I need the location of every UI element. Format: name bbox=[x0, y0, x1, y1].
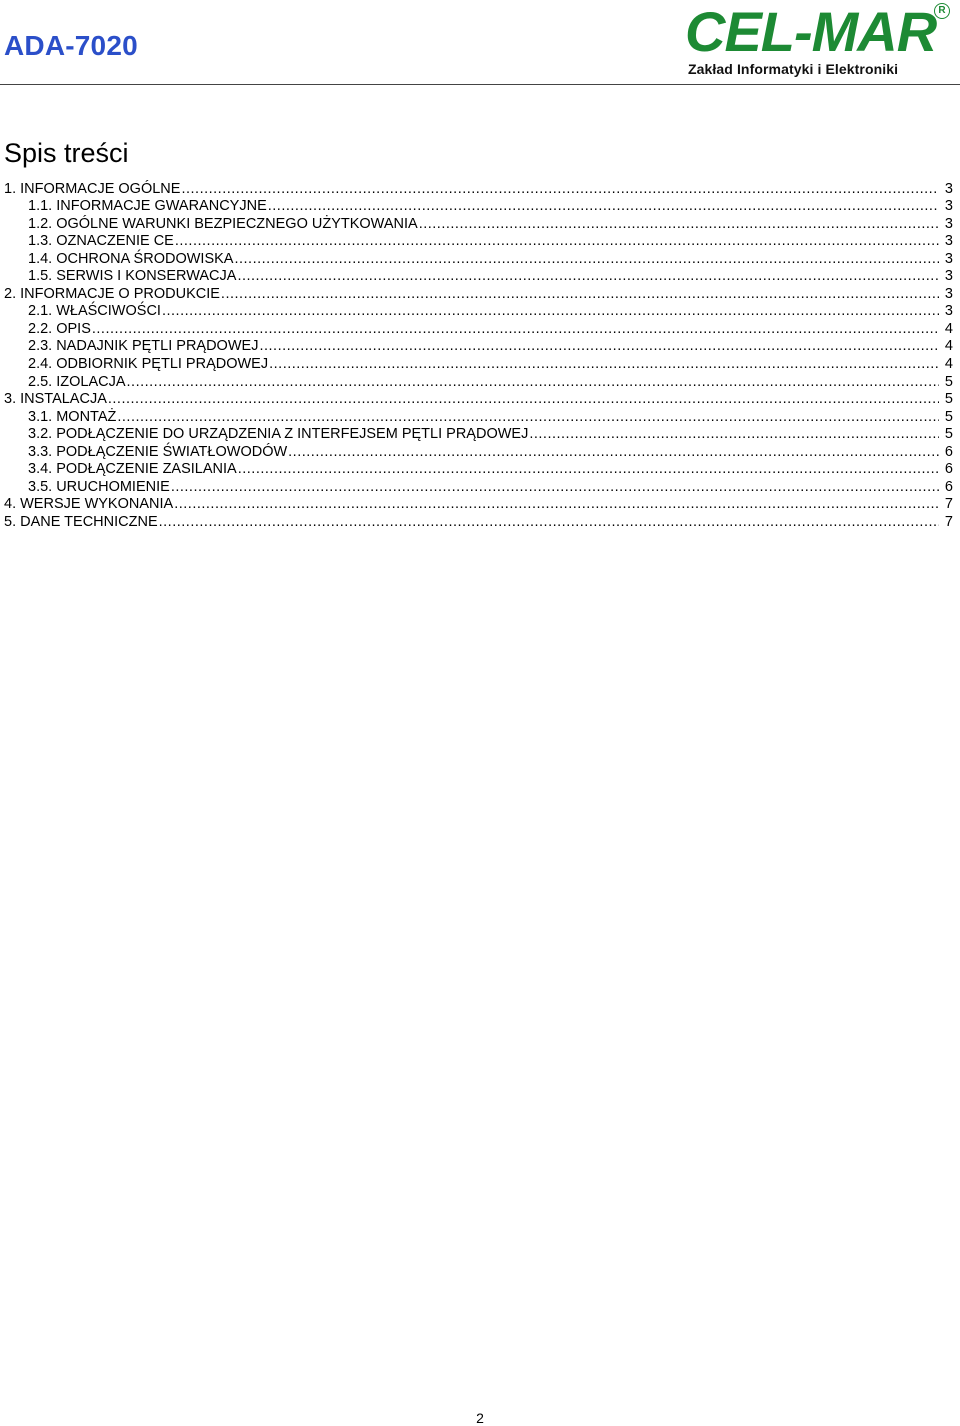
toc-dot-leader bbox=[127, 374, 939, 391]
toc-entry-page: 3 bbox=[944, 215, 953, 232]
toc-entry[interactable] bbox=[0, 250, 960, 268]
toc-entry[interactable] bbox=[0, 478, 960, 496]
toc-entry-page: 5 bbox=[944, 408, 953, 425]
toc-entry[interactable] bbox=[0, 391, 960, 409]
toc-entry-page: 3 bbox=[944, 250, 953, 267]
toc-dot-leader bbox=[175, 233, 939, 250]
logo-subtitle: Zakład Informatyki i Elektroniki bbox=[688, 61, 899, 77]
toc-dot-leader bbox=[238, 461, 939, 478]
toc-entry-page: 3 bbox=[944, 198, 953, 215]
toc-entry-page: 4 bbox=[944, 356, 953, 373]
toc-entry[interactable] bbox=[0, 513, 960, 531]
toc-entry-label: 1. INFORMACJE OGÓLNE bbox=[4, 180, 181, 197]
toc-entry[interactable] bbox=[0, 320, 960, 338]
toc-entry-label: 2.3. NADAJNIK PĘTLI PRĄDOWEJ bbox=[28, 338, 259, 355]
toc-entry-label: 3.1. MONTAŻ bbox=[28, 408, 117, 425]
toc-entry-page: 4 bbox=[944, 320, 953, 337]
toc-entry-label: 1.2. OGÓLNE WARUNKI BEZPIECZNEGO UŻYTKOWANIA bbox=[28, 215, 418, 232]
toc-entry-page: 3 bbox=[944, 303, 953, 320]
toc-entry-page: 6 bbox=[944, 461, 953, 478]
toc-entry[interactable] bbox=[0, 408, 960, 426]
toc-entry[interactable] bbox=[0, 215, 960, 233]
toc-entry-page: 3 bbox=[944, 268, 953, 285]
toc-entry[interactable] bbox=[0, 198, 960, 216]
toc-dot-leader bbox=[171, 479, 939, 496]
toc-dot-leader bbox=[288, 444, 939, 461]
toc-entry[interactable] bbox=[0, 233, 960, 251]
toc-entry-label: 2. INFORMACJE O PRODUKCIE bbox=[4, 285, 220, 302]
toc-entry-page: 5 bbox=[944, 426, 953, 443]
toc-entry[interactable] bbox=[0, 355, 960, 373]
toc-dot-leader bbox=[259, 338, 939, 355]
toc-dot-leader bbox=[269, 356, 939, 373]
registered-mark-icon: R bbox=[934, 3, 950, 19]
toc-entry-page: 5 bbox=[944, 373, 953, 390]
toc-entry-page: 6 bbox=[944, 478, 953, 495]
toc-dot-leader bbox=[92, 321, 939, 338]
toc-entry[interactable] bbox=[0, 338, 960, 356]
toc-entry-label: 3.5. URUCHOMIENIE bbox=[28, 478, 170, 495]
logo-wordmark: CEL-MAR bbox=[685, 0, 937, 63]
toc-dot-leader bbox=[234, 251, 939, 268]
toc-entry-label: 4. WERSJE WYKONANIA bbox=[4, 496, 174, 513]
company-logo bbox=[683, 2, 953, 80]
toc-entry[interactable] bbox=[0, 180, 960, 198]
toc-entry-page: 3 bbox=[944, 233, 953, 250]
toc-dot-leader bbox=[268, 198, 939, 215]
toc-entry-page: 3 bbox=[944, 285, 953, 302]
toc-entry-label: 5. DANE TECHNICZNE bbox=[4, 513, 158, 530]
toc-dot-leader bbox=[529, 426, 939, 443]
toc-entry-page: 3 bbox=[944, 180, 953, 197]
toc-dot-leader bbox=[237, 268, 939, 285]
toc-heading: Spis treści bbox=[4, 138, 129, 168]
document-title: ADA-7020 bbox=[4, 30, 138, 61]
toc-dot-leader bbox=[159, 514, 939, 531]
toc-entry-page: 7 bbox=[944, 496, 953, 513]
toc-entry[interactable] bbox=[0, 268, 960, 286]
toc-entry-label: 2.1. WŁAŚCIWOŚCI bbox=[28, 303, 161, 320]
toc-entry-label: 2.2. OPIS bbox=[28, 320, 91, 337]
toc-dot-leader bbox=[108, 391, 939, 408]
toc-entry-page: 7 bbox=[944, 513, 953, 530]
toc-entry[interactable] bbox=[0, 443, 960, 461]
toc-entry-label: 1.4. OCHRONA ŚRODOWISKA bbox=[28, 250, 234, 267]
toc-entry-label: 2.5. IZOLACJA bbox=[28, 373, 126, 390]
toc-entry-label: 1.3. OZNACZENIE CE bbox=[28, 233, 174, 250]
toc-entry-page: 5 bbox=[944, 391, 953, 408]
toc-entry-label: 1.5. SERWIS I KONSERWACJA bbox=[28, 268, 237, 285]
toc-entry-label: 2.4. ODBIORNIK PĘTLI PRĄDOWEJ bbox=[28, 356, 269, 373]
toc-dot-leader bbox=[221, 286, 939, 303]
header-divider bbox=[0, 84, 960, 85]
toc-entry-label: 3. INSTALACJA bbox=[4, 391, 107, 408]
toc-entry[interactable] bbox=[0, 303, 960, 321]
toc-entry[interactable] bbox=[0, 496, 960, 514]
toc-entry[interactable] bbox=[0, 426, 960, 444]
toc-entry[interactable] bbox=[0, 285, 960, 303]
page-number: 2 bbox=[476, 1410, 484, 1426]
toc-dot-leader bbox=[117, 409, 939, 426]
toc-dot-leader bbox=[181, 181, 939, 198]
toc-entry-label: 3.2. PODŁĄCZENIE DO URZĄDZENIA Z INTERFEJSEM PĘTLI PRĄDOWEJ bbox=[28, 426, 529, 443]
table-of-contents bbox=[0, 180, 960, 531]
toc-entry-page: 6 bbox=[944, 443, 953, 460]
page-header bbox=[0, 0, 960, 86]
toc-dot-leader bbox=[162, 303, 939, 320]
toc-entry-label: 1.1. INFORMACJE GWARANCYJNE bbox=[28, 198, 267, 215]
toc-entry[interactable] bbox=[0, 461, 960, 479]
toc-dot-leader bbox=[174, 496, 939, 513]
toc-dot-leader bbox=[419, 216, 939, 233]
toc-entry-label: 3.3. PODŁĄCZENIE ŚWIATŁOWODÓW bbox=[28, 443, 288, 460]
toc-entry-label: 3.4. PODŁĄCZENIE ZASILANIA bbox=[28, 461, 237, 478]
toc-entry[interactable] bbox=[0, 373, 960, 391]
toc-entry-page: 4 bbox=[944, 338, 953, 355]
